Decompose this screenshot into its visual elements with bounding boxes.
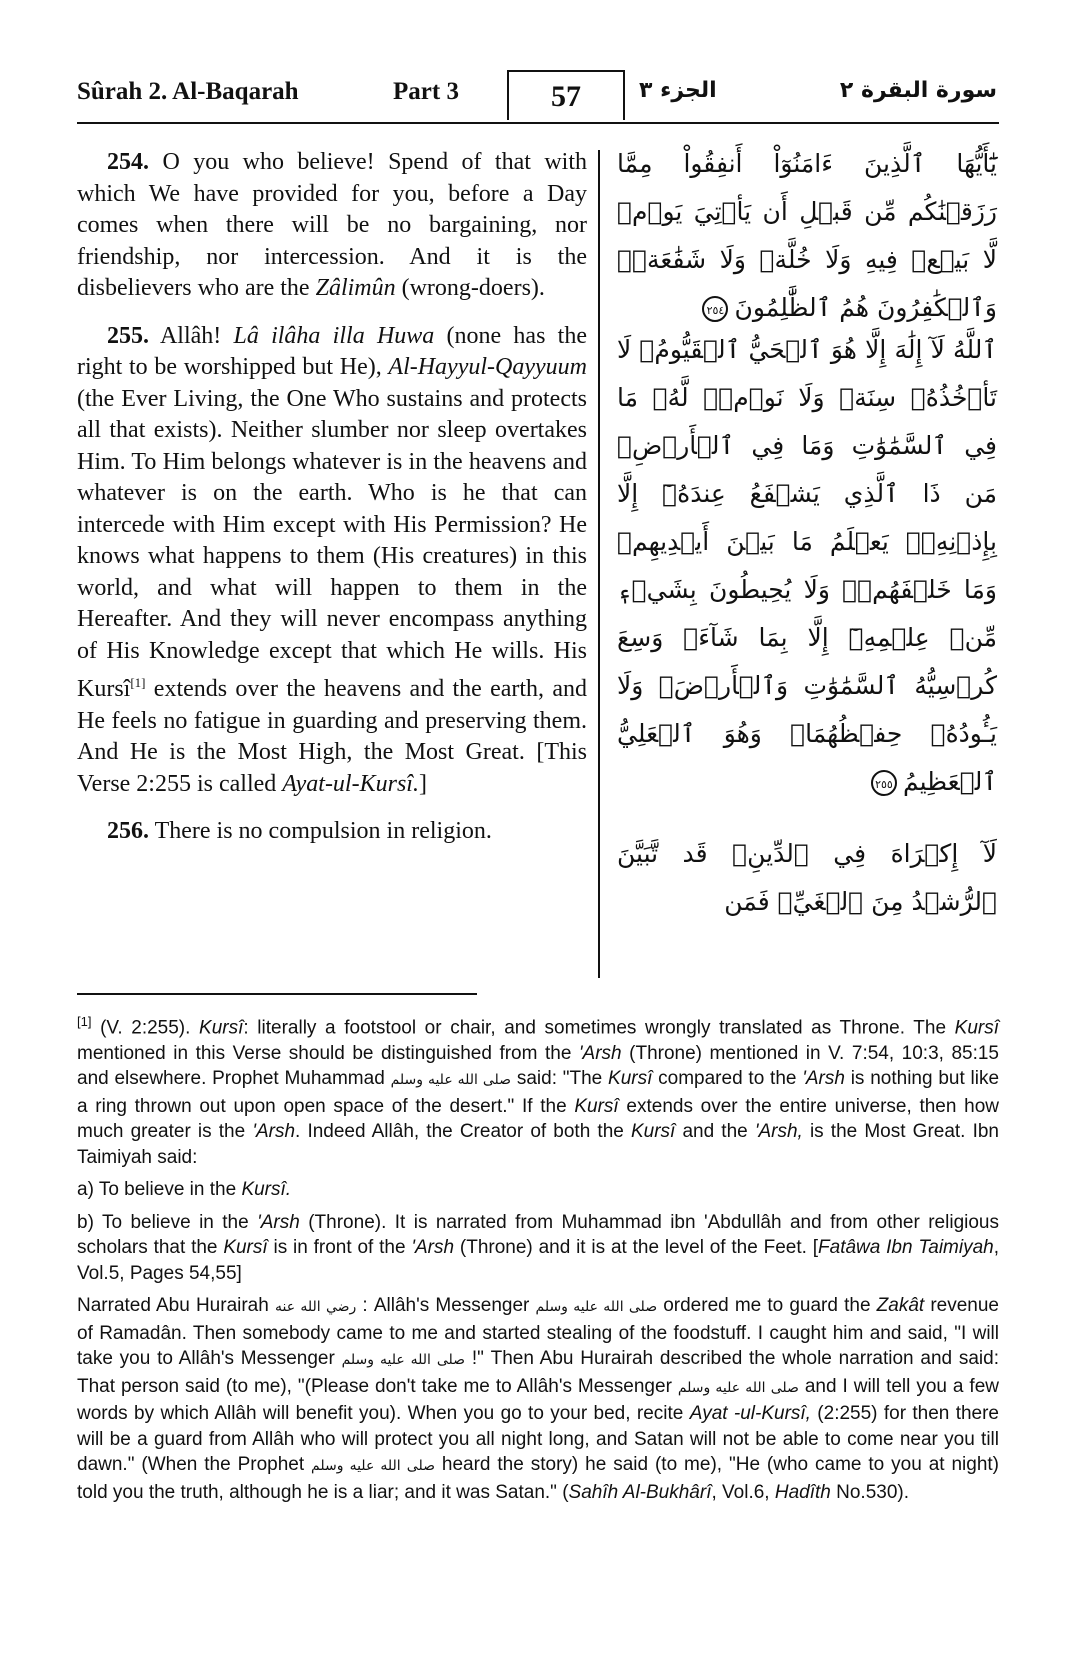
- verse-255-en: [77, 321, 587, 801]
- footnote-text: (Throne) mentioned in V. 7:54, 10:3, 85:15 and elsewhere. Prophet Muhammad: [77, 1042, 1000, 1090]
- salawat-text: صلى الله عليه وسلم: [390, 1072, 512, 1089]
- footnote-text: and I will tell you a few words by which Allâh will benefit you). When you go to your bed, recite: [77, 1375, 1000, 1425]
- footnote-citation: Sahîh Al-Bukhârî: [568, 1481, 712, 1503]
- verse-text: ]: [418, 770, 427, 797]
- footnote-text: : literally a footstool or chair, and sometimes wrongly translated as Throne. The: [243, 1017, 955, 1039]
- verse-number: 254.: [107, 149, 149, 175]
- footnote-term: Kursî: [199, 1017, 244, 1039]
- footnote-term: 'Arsh: [252, 1121, 296, 1143]
- footnote-text: compared to the: [652, 1068, 803, 1090]
- footnote-term: Zakât: [876, 1295, 925, 1317]
- footnote-term: 'Arsh,: [754, 1121, 803, 1143]
- page-number: 57: [507, 70, 625, 120]
- footnote-text: mentioned in this Verse should be distinguished from the: [77, 1042, 579, 1064]
- footnote-term: Kursî: [954, 1017, 999, 1039]
- verse-text: (the Ever Living, the One Who sustains and protects all that exists). Neither slumber nor sleep overtakes Him. To Him belongs whatever is in the heavens and whatever is on the earth. Who is he that can intercede with Him except with His Permission? He knows what happens to them (His creatures) in this world, and what will happen to them in the Hereafter. And they will never encompass anything of His Knowledge except that which He wills. His Kursî: [77, 385, 587, 702]
- footnote-citation: Fatâwa Ibn Taimiyah: [818, 1237, 994, 1259]
- salawat-text: صلى الله عليه وسلم: [535, 1299, 658, 1316]
- footnote-text: revenue of Ramadân. Then somebody came to me and started stealing of the foodstuff. I caught him and said, "I will take you to Allâh's Messenger: [77, 1295, 999, 1370]
- verse-number: 256.: [107, 818, 149, 844]
- verse-text: (none has the right to be worshipped but He),: [77, 322, 587, 380]
- verse-254-ar: [617, 140, 997, 322]
- verse-text-ar: لَآ إِكۡرَاهَ فِي ٱلدِّينِۖ قَد تَّبَيَّنَ ٱلرُّشۡدُ مِنَ ٱلۡغَيِّۚ فَمَن: [617, 839, 997, 916]
- footnote-text: Narrated Abu Hurairah: [77, 1295, 275, 1317]
- footnote-text: is in front of the: [267, 1237, 412, 1259]
- footnote-text: : Allâh's Messenger: [356, 1295, 536, 1317]
- verse-256-en: [77, 816, 587, 848]
- footnote-term: Kursî: [608, 1068, 653, 1090]
- english-translation: [77, 147, 587, 848]
- footnote-text: !" Then Abu Hurairah described the whole narration and said: That person said (to me), "(Please don't take me to Allâh's Messenger: [77, 1348, 999, 1397]
- arabic-text: [617, 140, 997, 926]
- verse-text: There is no compulsion in religion.: [154, 818, 492, 844]
- footnote-text: No.530).: [830, 1481, 909, 1503]
- footnote-reference[interactable]: [1]: [130, 675, 146, 690]
- footnote-text: and the: [675, 1121, 755, 1143]
- footnote-text: heard the story) he said (to me), "He (who came to you at night) told you the truth, although he is a liar; and it was Satan." (: [77, 1454, 1000, 1503]
- footnote-text: , Vol.5, Pages 54,55]: [77, 1237, 999, 1284]
- part-label-ar: الجزء ٣: [639, 78, 717, 103]
- footnote-paragraph: [77, 1210, 999, 1287]
- footnote-text: (V. 2:255).: [100, 1017, 200, 1039]
- page-header: [77, 70, 997, 120]
- verse-term: Zâlimûn: [315, 275, 396, 301]
- footnote-text: ordered me to guard the: [657, 1295, 877, 1317]
- footnote-rule: [77, 993, 477, 995]
- verse-term: Lâ ilâha illa Huwa: [233, 322, 435, 349]
- footnote-text: said: "The: [511, 1068, 609, 1090]
- footnote-term: Ayat -ul-Kursî,: [689, 1403, 811, 1425]
- footnote-text: is the Most Great. Ibn Taimiyah said:: [77, 1121, 1000, 1168]
- footnote-term: 'Arsh: [411, 1237, 455, 1259]
- verse-term: Ayat-ul-Kursî.: [282, 770, 419, 797]
- verse-term: Al-Hayyul-Qayyuum: [388, 354, 587, 380]
- verse-text-ar: ٱللَّهُ لَآ إِلَٰهَ إِلَّا هُوَ ٱلۡحَيُّ ٱلۡقَيُّومُۚ لَا تَأۡخُذُهُۥ سِنَةٞ وَلَا نَوۡمٞۚ لَّهُۥ مَا فِي ٱلسَّمَٰوَٰتِ وَمَا فِي ٱلۡأَرۡضِۗ مَن ذَا ٱلَّذِي يَشۡفَعُ عِندَهُۥٓ إِلَّا بِإِذۡنِهِۦۚ يَعۡلَمُ مَا بَيۡنَ أَيۡدِيهِمۡ وَمَا خَلۡفَهُمۡۖ وَلَا يُحِيطُونَ بِشَيۡءٖ مِّنۡ عِلۡمِهِۦٓ إِلَّا بِمَا شَآءَۚ وَسِعَ كُرۡسِيُّهُ ٱلسَّمَٰوَٰتِ وَٱلۡأَرۡضَۖ وَلَا يَـُٔودُهُۥ حِفۡظُهُمَاۚ وَهُوَ ٱلۡعَلِيُّ ٱلۡعَظِيمُ: [617, 335, 997, 796]
- footnote-paragraph: [77, 1293, 999, 1505]
- footnote-term: Kursî: [223, 1237, 268, 1259]
- verse-end-marker: ٢٥٥: [871, 770, 897, 796]
- verse-text: O you who believe! Spend of that with which We have provided for you, before a Day comes when there will be no bargaining, nor friendship, nor intercession. And it is the disbelievers who are the: [77, 149, 588, 301]
- surah-title-ar: سورة البقرة ٢: [839, 78, 997, 103]
- verse-number: 255.: [107, 322, 149, 349]
- footnote-text: b) To believe in the: [77, 1211, 258, 1233]
- footnote-text: (2:255) for then there will be a guard from Allâh who will protect you all night long, and Satan will not be able to come near you till dawn." (When the Prophet: [77, 1403, 999, 1476]
- footnote-text: (Throne). It is narrated from Muhammad ibn 'Abdullâh and from other religious scholars that the: [77, 1211, 999, 1259]
- part-label-en: Part 3: [393, 78, 459, 105]
- verse-end-marker: ٢٥٤: [702, 296, 728, 322]
- column-divider: [598, 150, 600, 978]
- footnote-term: Kursî: [574, 1095, 619, 1117]
- footnote-term: Kursî.: [241, 1179, 292, 1201]
- footnote-term: Kursî: [630, 1121, 676, 1143]
- footnote-term: 'Arsh: [578, 1042, 622, 1064]
- verse-254-en: [77, 147, 587, 305]
- footnote-text: . Indeed Allâh, the Creator of both the: [295, 1121, 631, 1143]
- verse-text: Allâh!: [159, 322, 234, 349]
- salawat-text: صلى الله عليه وسلم: [341, 1352, 466, 1369]
- verse-text: extends over the heavens and the earth, and He feels no fatigue in guarding and preserving them. And He is the Most High, the Most Great. [This Verse 2:255 is called: [77, 676, 587, 797]
- verse-256-ar: [617, 830, 997, 926]
- radiallahu-text: رضي الله عنه: [274, 1299, 357, 1316]
- verse-text-ar: يَٰٓأَيُّهَا ٱلَّذِينَ ءَامَنُوٓاْ أَنفِقُواْ مِمَّا رَزَقۡنَٰكُم مِّن قَبۡلِ أَن يَأۡتِيَ يَوۡمٞ لَّا بَيۡعٞ فِيهِ وَلَا خُلَّةٞ وَلَا شَفَٰعَةٞۗ وَٱلۡكَٰفِرُونَ هُمُ ٱلظَّٰلِمُونَ: [617, 149, 997, 322]
- footnote-paragraph: [77, 1177, 999, 1203]
- footnotes: [77, 1009, 999, 1512]
- salawat-text: صلى الله عليه وسلم: [677, 1379, 799, 1396]
- footnote-text: (Throne) and it is at the level of the Feet. [: [454, 1237, 819, 1259]
- header-rule: [77, 122, 999, 124]
- surah-title-en: Sûrah 2. Al-Baqarah: [77, 78, 299, 105]
- footnote-mark: [1]: [77, 1014, 92, 1029]
- footnote-text: extends over the entire universe, then how much greater is the: [77, 1095, 999, 1143]
- footnote-text: is nothing but like a ring thrown out upon open space of the desert." If the: [77, 1068, 1000, 1117]
- verse-255-ar: [617, 326, 997, 796]
- footnote-text: , Vol.6,: [711, 1481, 775, 1503]
- footnote-text: a) To believe in the: [77, 1179, 242, 1201]
- footnote-term: 'Arsh: [802, 1068, 845, 1090]
- footnote-paragraph: [77, 1009, 999, 1170]
- footnote-term: 'Arsh: [257, 1211, 300, 1233]
- footnote-citation: Hadîth: [774, 1481, 831, 1503]
- verse-term-gloss: (wrong-doers).: [395, 275, 545, 301]
- salawat-text: صلى الله عليه وسلم: [311, 1458, 435, 1475]
